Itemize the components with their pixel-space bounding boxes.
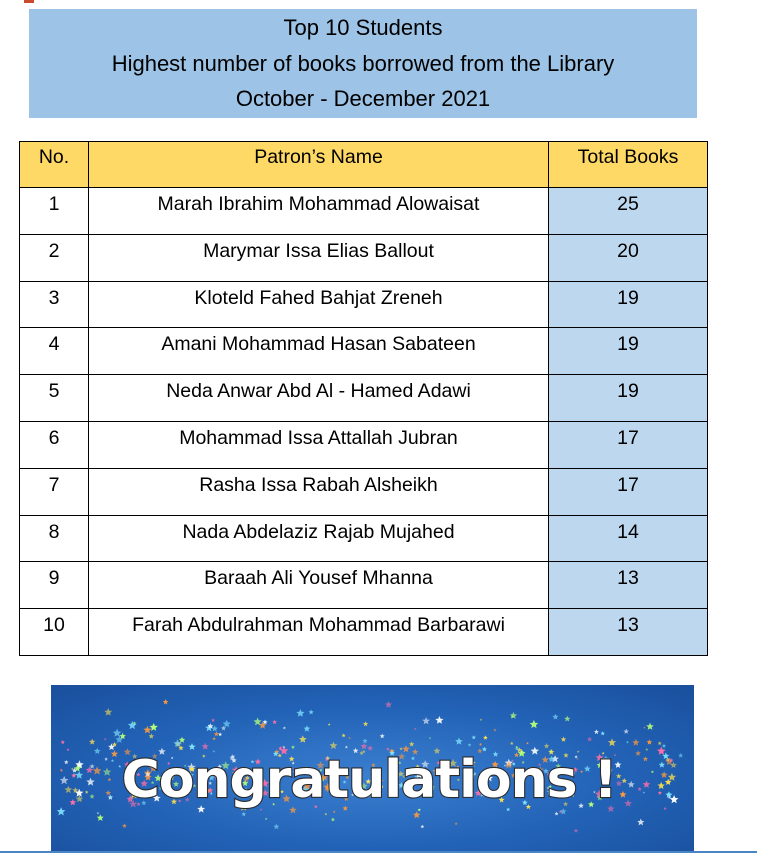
confetti-star <box>218 733 222 737</box>
confetti-star <box>409 741 414 746</box>
confetti-star <box>104 757 108 761</box>
confetti-star <box>454 822 458 825</box>
confetti-star <box>90 764 95 769</box>
confetti-star <box>530 720 539 728</box>
confetti-star <box>619 791 626 798</box>
confetti-star <box>97 814 104 821</box>
confetti-star <box>665 791 672 798</box>
confetti-star <box>331 817 335 821</box>
confetti-star <box>163 699 169 705</box>
confetti-star <box>574 828 578 832</box>
confetti-star <box>111 759 114 762</box>
confetti-star <box>103 768 112 776</box>
cell-rank: 5 <box>20 375 89 422</box>
cell-patron-name: Marah Ibrahim Mohammad Alowaisat <box>89 188 549 235</box>
confetti-star <box>61 740 65 744</box>
table-row <box>20 375 708 422</box>
confetti-star <box>283 726 286 729</box>
confetti-star <box>89 739 95 745</box>
confetti-star <box>472 735 476 739</box>
cell-rank: 3 <box>20 281 89 328</box>
confetti-star <box>309 710 314 715</box>
confetti-star <box>479 743 482 746</box>
confetti-star <box>212 737 215 740</box>
confetti-star <box>544 743 550 748</box>
confetti-star <box>429 737 432 740</box>
confetti-star <box>643 781 651 788</box>
confetti-star <box>104 708 112 716</box>
confetti-star <box>624 800 632 807</box>
confetti-star <box>363 738 368 743</box>
confetti-star <box>643 756 648 761</box>
top-students-table <box>19 141 708 656</box>
confetti-star <box>628 781 635 788</box>
table-row <box>20 609 708 656</box>
confetti-star <box>291 745 295 749</box>
confetti-star <box>637 819 644 826</box>
confetti-star <box>608 738 616 746</box>
cell-patron-name: Kloteld Fahed Bahjat Zreneh <box>89 281 549 328</box>
confetti-star <box>111 750 118 757</box>
cell-rank: 8 <box>20 515 89 562</box>
confetti-star <box>670 795 679 803</box>
table-row <box>20 562 708 609</box>
confetti-star <box>480 718 483 721</box>
confetti-star <box>552 714 558 720</box>
table-row <box>20 515 708 562</box>
confetti-star <box>414 728 417 731</box>
table-row <box>20 421 708 468</box>
confetti-star <box>622 778 627 783</box>
confetti-star <box>510 742 513 745</box>
confetti-star <box>413 811 420 818</box>
confetti-star <box>150 723 158 731</box>
cell-patron-name: Farah Abdulrahman Mohammad Barbarawi <box>89 609 549 656</box>
cell-total-books: 13 <box>549 562 708 609</box>
confetti-star <box>662 744 667 748</box>
confetti-star <box>635 750 641 755</box>
confetti-star <box>325 813 328 815</box>
confetti-star <box>385 701 392 708</box>
cell-rank: 1 <box>20 188 89 235</box>
confetti-star <box>299 735 307 742</box>
confetti-star <box>105 790 111 795</box>
confetti-star <box>623 729 629 734</box>
confetti-star <box>651 770 654 773</box>
table-row <box>20 234 708 281</box>
confetti-star <box>212 725 218 731</box>
confetti-star <box>330 742 338 750</box>
confetti-star <box>104 738 106 740</box>
cell-total-books: 17 <box>549 421 708 468</box>
cell-patron-name: Marymar Issa Elias Ballout <box>89 234 549 281</box>
confetti-star <box>657 747 666 755</box>
confetti-star <box>658 741 662 745</box>
cell-patron-name: Rasha Issa Rabah Alsheikh <box>89 468 549 515</box>
confetti-star <box>601 731 606 735</box>
confetti-star <box>645 748 648 751</box>
confetti-star <box>211 718 215 722</box>
confetti-star <box>143 726 151 734</box>
confetti-star <box>661 771 668 778</box>
confetti-star <box>60 776 69 784</box>
confetti-star <box>483 735 488 739</box>
congratulations-banner <box>51 685 694 853</box>
confetti-star <box>363 721 368 726</box>
confetti-star <box>659 762 665 768</box>
confetti-star <box>455 737 463 744</box>
confetti-artwork <box>51 685 694 853</box>
confetti-star <box>643 791 646 794</box>
confetti-star <box>616 773 621 778</box>
cell-rank: 2 <box>20 234 89 281</box>
confetti-star <box>435 716 443 724</box>
confetti-star <box>202 743 209 750</box>
confetti-star <box>638 787 642 791</box>
title: Top 10 Students <box>283 15 443 40</box>
confetti-star <box>265 818 268 821</box>
cell-patron-name: Neda Anwar Abd Al - Hamed Adawi <box>89 375 549 422</box>
confetti-star <box>663 807 666 810</box>
cell-rank: 4 <box>20 328 89 375</box>
confetti-star <box>242 812 247 816</box>
confetti-star <box>67 748 70 751</box>
confetti-star <box>468 743 472 746</box>
cell-total-books: 25 <box>549 188 708 235</box>
cell-total-books: 19 <box>549 328 708 375</box>
confetti-star <box>179 737 185 743</box>
cell-total-books: 14 <box>549 515 708 562</box>
confetti-star <box>493 728 497 731</box>
confetti-star <box>626 741 629 744</box>
confetti-star <box>616 780 622 786</box>
confetti-star <box>632 739 639 746</box>
title-box <box>29 9 697 118</box>
confetti-star <box>85 790 88 793</box>
cell-patron-name: Amani Mohammad Hasan Sabateen <box>89 328 549 375</box>
confetti-star <box>646 723 654 730</box>
confetti-star <box>510 712 517 719</box>
date-range: October - December 2021 <box>235 86 491 111</box>
confetti-star <box>647 739 653 744</box>
column-header-no: No. <box>20 142 89 188</box>
table-row <box>20 328 708 375</box>
cell-rank: 6 <box>20 421 89 468</box>
cell-patron-name: Baraah Ali Yousef Mhanna <box>89 562 549 609</box>
cell-patron-name: Mohammad Issa Attallah Jubran <box>89 421 549 468</box>
confetti-star <box>561 737 566 742</box>
confetti-star <box>223 720 231 728</box>
confetti-star <box>71 773 76 778</box>
column-header-total: Total Books <box>549 142 708 188</box>
confetti-star <box>643 726 645 728</box>
confetti-star <box>342 734 346 738</box>
cell-total-books: 19 <box>549 281 708 328</box>
confetti-star <box>380 734 385 739</box>
confetti-star <box>348 737 351 740</box>
cell-rank: 7 <box>20 468 89 515</box>
confetti-star <box>678 753 683 758</box>
confetti-star <box>328 723 331 725</box>
confetti-star <box>90 794 95 799</box>
confetti-star <box>333 810 336 813</box>
table-row <box>20 468 708 515</box>
cell-total-books: 17 <box>549 468 708 515</box>
confetti-star <box>273 824 279 830</box>
subtitle: Highest number of books borrowed from the Library <box>111 50 615 76</box>
confetti-star <box>658 791 662 795</box>
table-row <box>20 281 708 328</box>
confetti-star <box>304 725 311 732</box>
confetti-star <box>75 771 83 779</box>
cell-rank: 9 <box>20 562 89 609</box>
confetti-star <box>658 782 665 789</box>
confetti-star <box>421 825 425 829</box>
confetti-star <box>189 743 196 750</box>
congratulations-text: Congratulations ! <box>121 750 617 810</box>
confetti-star <box>555 812 559 816</box>
cell-total-books: 20 <box>549 234 708 281</box>
confetti-star <box>272 720 277 724</box>
confetti-star <box>214 731 219 736</box>
cell-rank: 10 <box>20 609 89 656</box>
cell-total-books: 13 <box>549 609 708 656</box>
confetti-star <box>254 717 262 725</box>
cell-patron-name: Nada Abdelaziz Rajab Mujahed <box>89 515 549 562</box>
confetti-star <box>361 743 368 750</box>
confetti-star <box>64 760 69 764</box>
confetti-star <box>86 778 95 786</box>
corner-mark <box>24 0 34 3</box>
confetti-star <box>526 742 529 745</box>
confetti-star <box>97 812 100 815</box>
confetti-star <box>149 733 154 738</box>
confetti-star <box>594 729 599 734</box>
table-header-row <box>20 142 708 188</box>
cell-total-books: 19 <box>549 375 708 422</box>
table-body <box>20 188 708 656</box>
confetti-star <box>94 748 101 754</box>
confetti-star <box>296 709 304 717</box>
confetti-star <box>422 717 430 724</box>
confetti-star <box>93 766 102 774</box>
confetti-star <box>71 768 73 770</box>
confetti-star <box>108 778 112 781</box>
column-header-name: Patron’s Name <box>89 142 549 188</box>
confetti-star <box>70 799 77 805</box>
confetti-star <box>345 746 348 749</box>
confetti-star <box>122 823 127 828</box>
confetti-star <box>57 807 66 815</box>
confetti-star <box>668 773 676 781</box>
confetti-star <box>564 716 570 722</box>
confetti-star <box>64 786 72 793</box>
confetti-star <box>128 721 137 729</box>
table-row <box>20 188 708 235</box>
confetti-star <box>587 737 592 742</box>
